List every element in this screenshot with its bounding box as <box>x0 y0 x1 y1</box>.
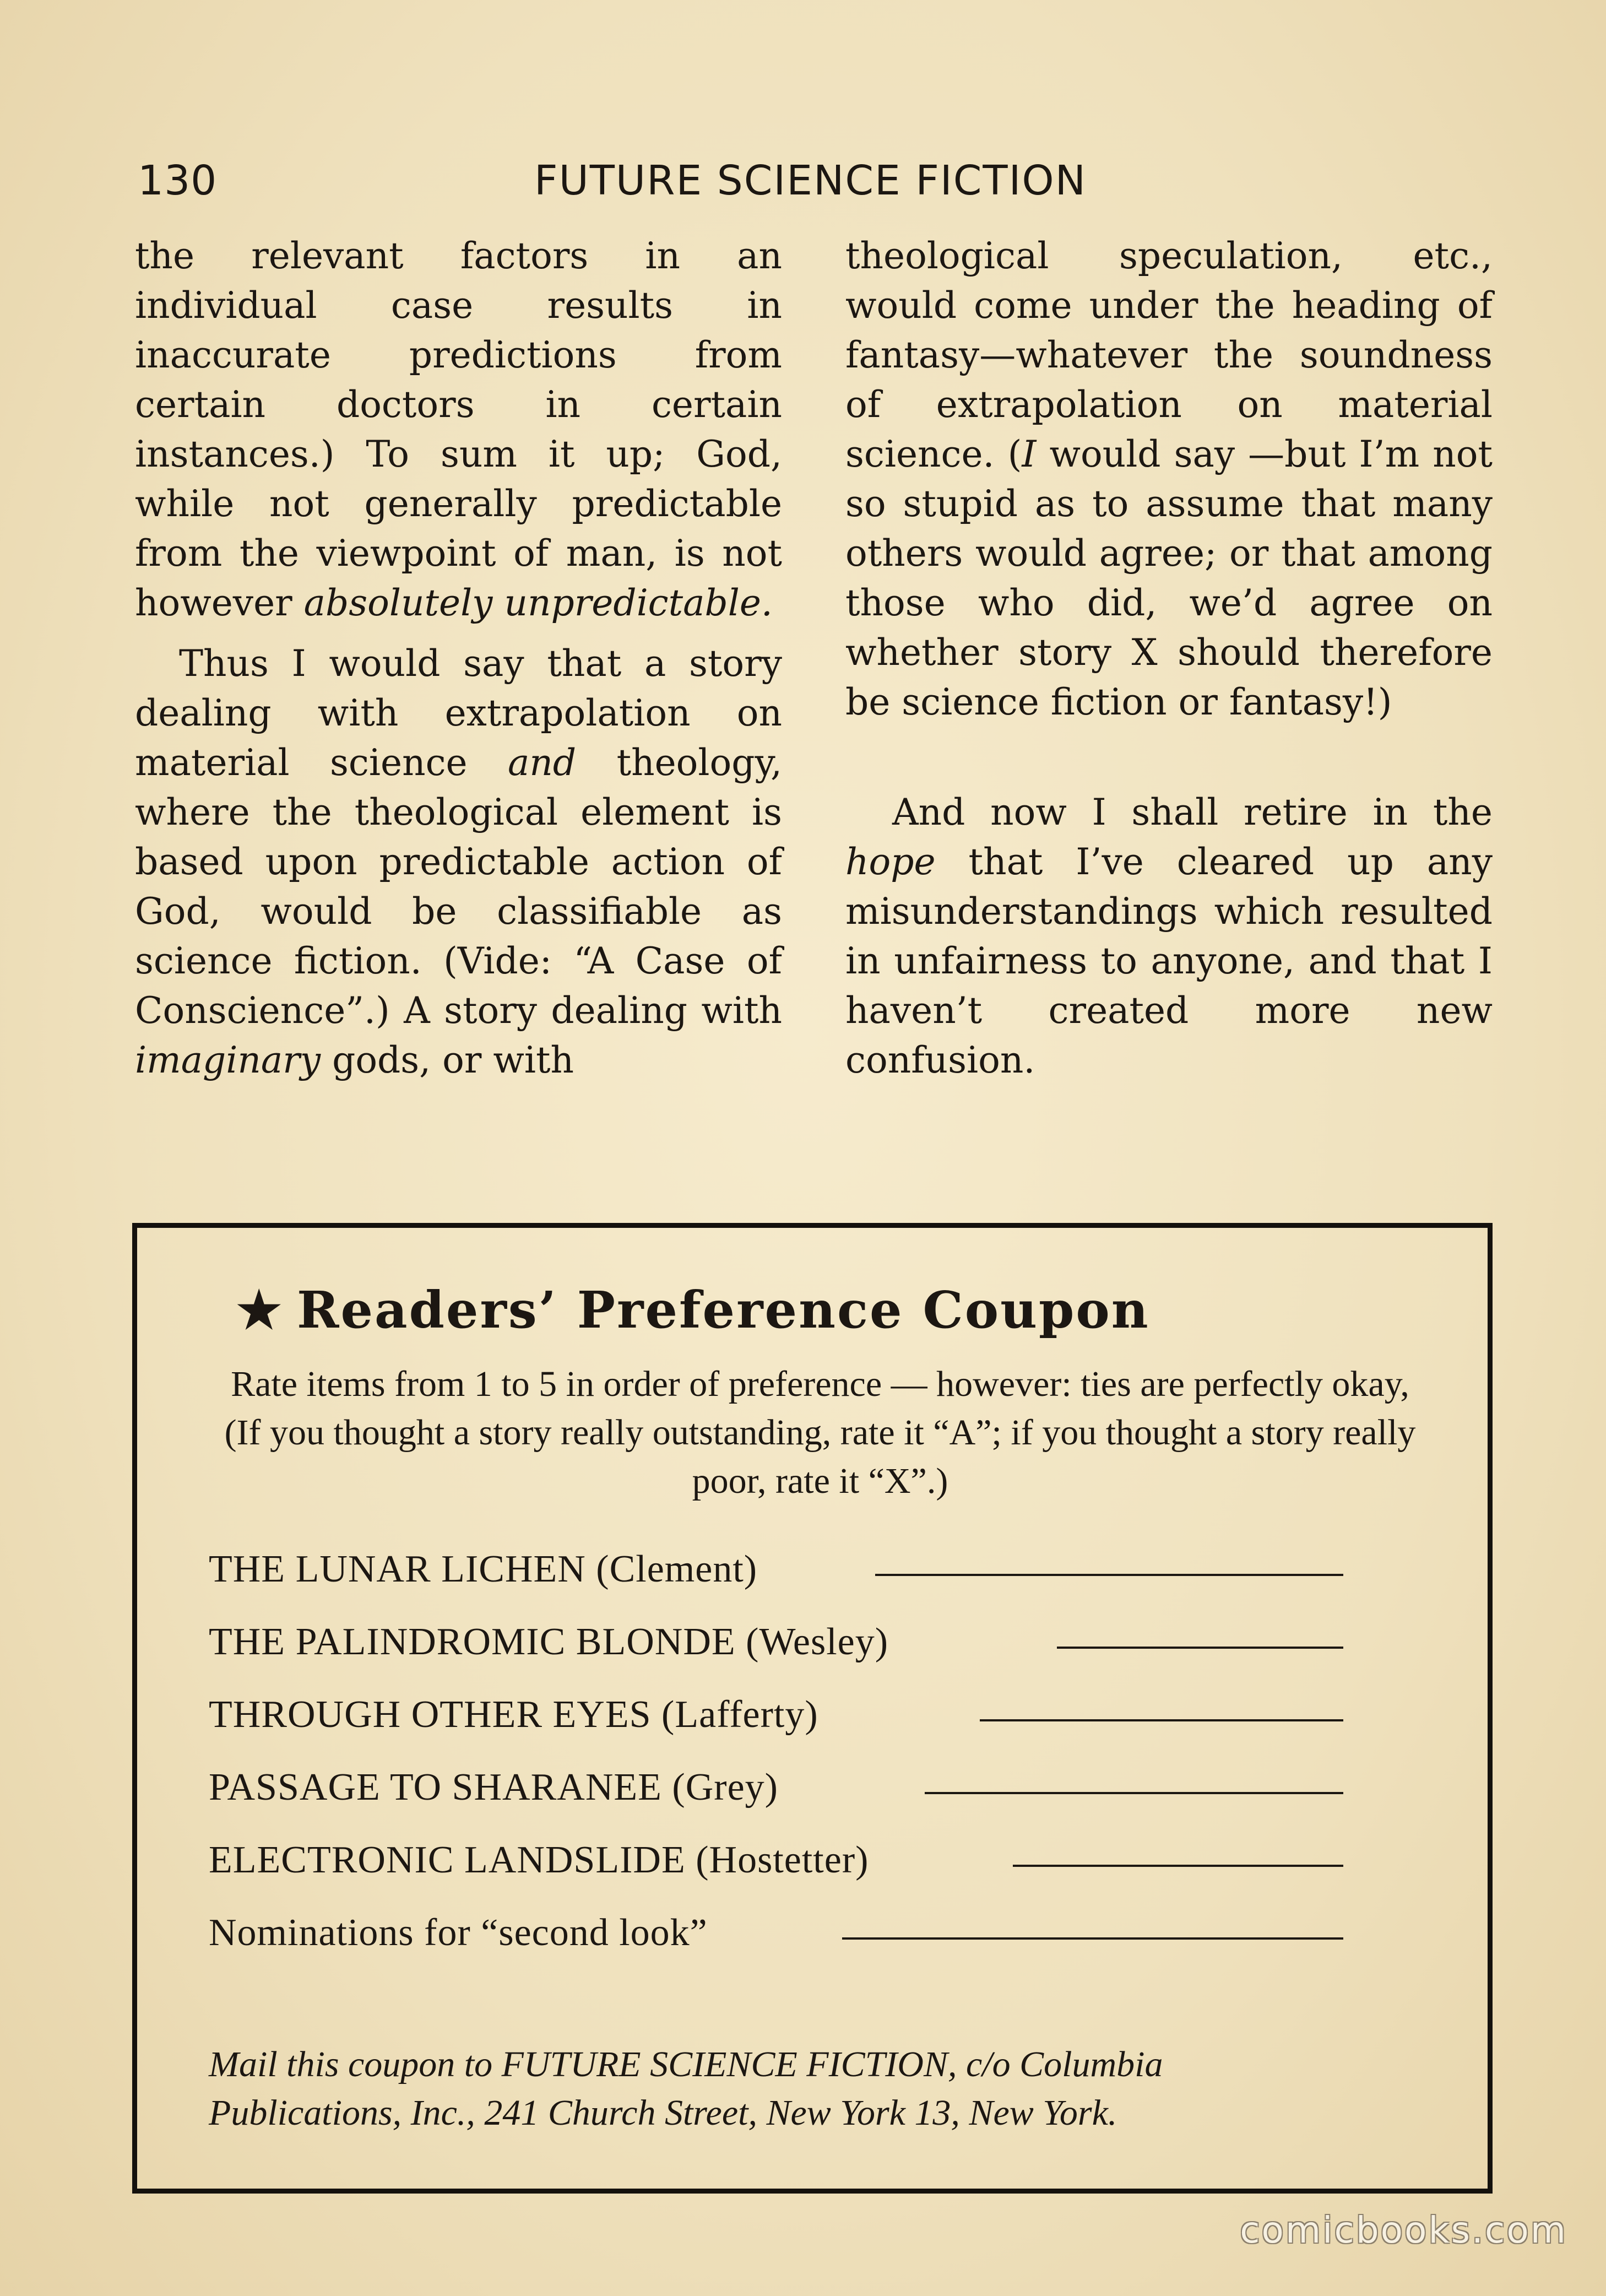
coupon-instructions: Rate items from 1 to 5 in order of preference — however: ties are perfectly okay, (If you thought a story really outstanding, rate it “A”; if you thought a story really poor, rate it “X”.) <box>224 1364 1416 1501</box>
running-title: FUTURE SCIENCE FICTION <box>534 157 1087 204</box>
ballot-row <box>209 1693 1558 1766</box>
emphasis-text: imaginary <box>135 1039 321 1081</box>
rating-blank[interactable] <box>1013 1865 1343 1867</box>
ballot-label: THROUGH OTHER EYES (Lafferty) <box>209 1693 818 1736</box>
watermark: comicbooks.com <box>1240 2209 1567 2251</box>
coupon-title <box>236 1280 1150 1340</box>
star-icon: ★ <box>236 1280 284 1340</box>
emphasis-text: hope <box>845 841 936 883</box>
paragraph <box>845 788 1493 1085</box>
emphasis-text: I <box>1022 433 1037 475</box>
paragraph-text: theology, where the theological element is based upon predictable action of God, would be classifiable as science fiction. (Vide: “A Case of Conscience”.) A story dealing with <box>135 741 782 1032</box>
rating-blank[interactable] <box>1057 1647 1343 1649</box>
ballot-label: Nominations for “second look” <box>209 1911 708 1954</box>
emphasis-text: and <box>508 741 577 784</box>
paragraph-text: Thus I would say that a story dealing with extrapolation on material science <box>135 642 782 784</box>
rating-blank[interactable] <box>925 1792 1343 1794</box>
rating-blank[interactable] <box>875 1574 1343 1576</box>
rating-blank[interactable] <box>842 1937 1343 1940</box>
page-header <box>138 157 1498 207</box>
ballot-row <box>209 1911 1558 1984</box>
ballot-row <box>209 1766 1558 1838</box>
ballot-label: THE LUNAR LICHEN (Clement) <box>209 1548 758 1590</box>
article-column-right <box>845 231 1493 1085</box>
mailing-address <box>209 2040 1431 2137</box>
mailing-address-line: Mail this coupon to FUTURE SCIENCE FICTION, c/o Columbia <box>209 2044 1163 2084</box>
ballot-row <box>209 1620 1558 1693</box>
ballot-label: PASSAGE TO SHARANEE (Grey) <box>209 1766 778 1808</box>
paragraph-text: theological speculation, etc., would come under the heading of fantasy—whatever the soundness of extrapolation on material science. ( <box>845 235 1493 475</box>
ballot-row <box>209 1547 1558 1620</box>
paragraph <box>135 231 782 628</box>
ballot-label: THE PALINDROMIC BLONDE (Wesley) <box>209 1621 889 1663</box>
page-number: 130 <box>138 157 218 204</box>
ballot-row <box>209 1838 1558 1911</box>
article-column-left <box>135 231 782 1085</box>
paragraph-text: that I’ve cleared up any misunderstandings which resulted in unfairness to anyone, and that I haven’t created more new confusion. <box>845 841 1493 1081</box>
ballot-list <box>209 1547 1558 1984</box>
paragraph-text: And now I shall retire in the <box>892 791 1493 833</box>
paragraph <box>135 639 782 1085</box>
mailing-address-line: Publications, Inc., 241 Church Street, New York 13, New York. <box>209 2093 1117 2133</box>
coupon-title-text: Readers’ Preference Coupon <box>297 1280 1150 1340</box>
paragraph-text: gods, or with <box>321 1039 574 1081</box>
paragraph <box>845 231 1493 727</box>
rating-blank[interactable] <box>980 1719 1343 1721</box>
emphasis-text: absolutely unpredictable. <box>303 582 773 624</box>
readers-preference-coupon <box>132 1223 1493 2194</box>
ballot-label: ELECTRONIC LANDSLIDE (Hostetter) <box>209 1839 869 1881</box>
paragraph-text: the relevant factors in an individual case results in inaccurate predictions from certain doctors in certain instances.) To sum it up; God, while not generally predictable from the viewpoint of man, is not however <box>135 235 782 624</box>
paragraph-text: would say —but I’m not so stupid as to assume that many others would agree; or that among those who did, we’d agree on whether story X should therefore be science fiction or fantasy!) <box>845 433 1493 723</box>
